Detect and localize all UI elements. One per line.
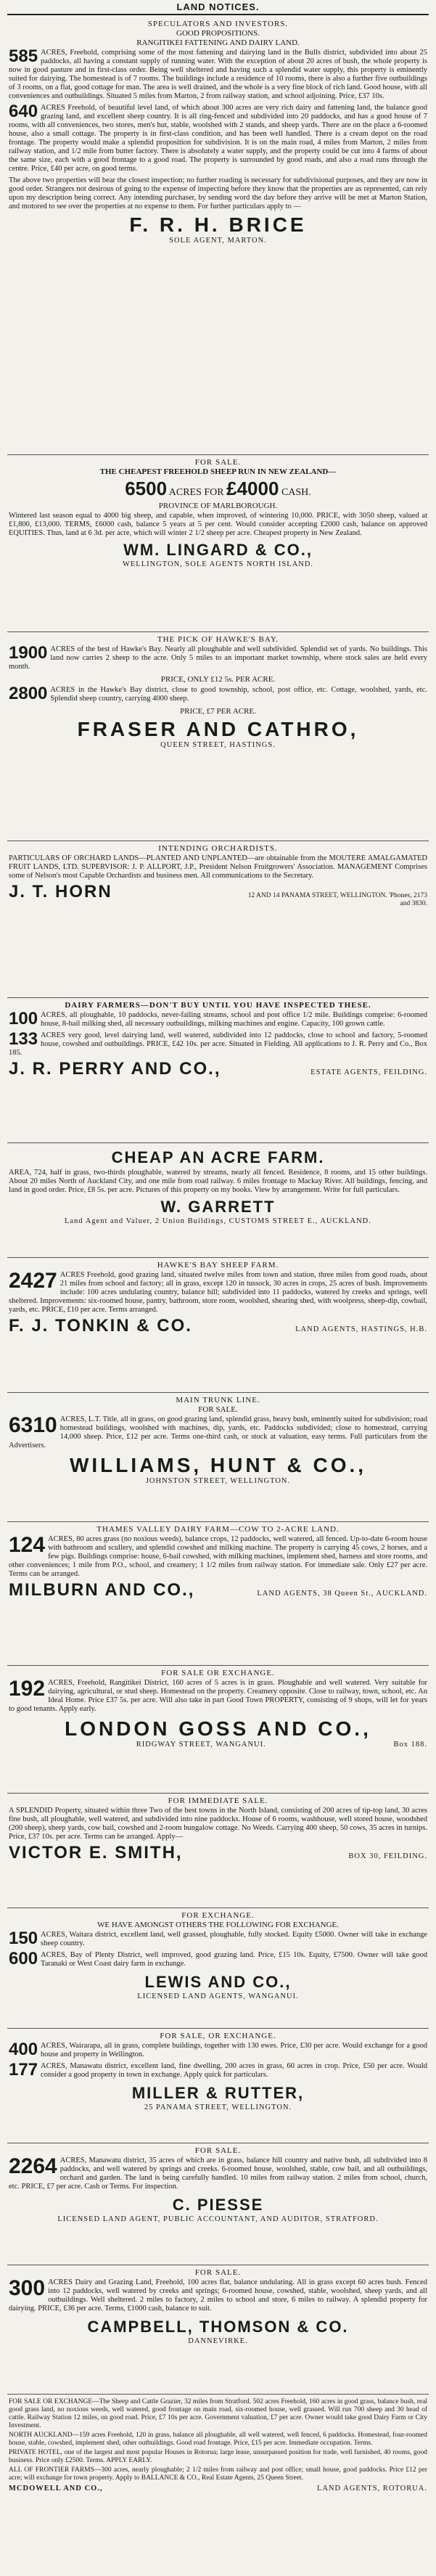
advertiser-role: Land Agent and Valuer, 2 Union Buildings, CUSTOMS STREET E., AUCKLAND. — [65, 1217, 371, 1225]
ad-milburn — [7, 1522, 429, 1666]
price-line: PRICE, £7 PER ACRE. — [180, 707, 256, 716]
advertiser-name: FRASER AND CATHRO, — [77, 718, 359, 740]
ad-headline: THE CHEAPEST FREEHOLD SHEEP RUN IN NEW ZEALAND— — [99, 467, 337, 476]
ad-heading: INTENDING ORCHARDISTS. — [158, 844, 278, 853]
ad-body-text: ACRES of the best of Hawke's Bay. Nearly all ploughable and well subdivided. Splendid set of yards. No buildings. This land now carries 2 sheep to the acre. Only 5 miles to an important market township, where stock sales are held every month. — [9, 645, 427, 671]
advertiser-line — [9, 1059, 427, 1079]
ad-lewis — [7, 1908, 429, 2029]
ad-heading: DAIRY FARMERS—DON'T BUY UNTIL YOU HAVE INSPECTED THESE. — [65, 1001, 371, 1010]
ad-body-text: ALL OF FRONTIER FARMS—300 acres, nearly ploughable; 2 1/2 miles from railway and post office; small house, good paddocks. Price £12 per acre; will exchange for town property. Apply to BALLANCE & CO., Real Estate Agents, 25 Queen Street. — [9, 2466, 427, 2482]
advertiser-role: DANNEVIRKE. — [188, 2337, 248, 2345]
advertiser-role: WELLINGTON, SOLE AGENTS NORTH ISLAND. — [122, 560, 314, 568]
advertiser-role: SOLE AGENT, MARTON. — [169, 237, 267, 245]
advertiser-role: ESTATE AGENTS, FEILDING. — [310, 1068, 427, 1076]
ad-heading: FOR IMMEDIATE SALE. — [168, 1796, 268, 1805]
ad-heading: FOR SALE. — [194, 2146, 242, 2155]
price-amount: £4000 — [226, 478, 279, 499]
acreage-number: 2800 — [9, 684, 48, 703]
ad-subheading: FOR SALE. — [198, 1405, 238, 1414]
advertiser-name: CAMPBELL, THOMSON & CO. — [87, 2318, 349, 2336]
advertiser-name: F. R. H. BRICE — [129, 213, 307, 236]
ad-body-text: ACRES, Manawatu district, 35 acres of which are in grass, balance hill country and native bush, all subdivided into 8 paddocks, and well watered by springs and creeks. 6-roomed house, woolshed, stable, cow bail, and all outbuildings, orchard and garden. The land is being carefully handled. 10 miles from railway station. 2 miles from school, church, etc. PRICE, £7 per acre. Cash or Terms. For inspection. — [9, 2156, 427, 2191]
newspaper-page — [7, 0, 429, 2574]
advertiser-line — [9, 1316, 427, 1336]
acreage-number: 300 — [9, 2276, 46, 2300]
ad-heading: SPECULATORS AND INVESTORS. — [147, 20, 289, 28]
advertiser-name: J. R. PERRY AND CO., — [9, 1059, 221, 1079]
ad-body-text: AREA, 724, half in grass, two-thirds ploughable, watered by streams, nearly all fenced. Residence, 8 rooms, and 15 other buildings. About 20 miles North of Auckland City, and one mile from road railway. 6 miles frontage to Mackay River. All buildings, fencing, and land in good order. Price, £8 5s. per acre. Pictures of this property on my books. View by arrangement. Write for full particulars. — [9, 1169, 427, 1194]
acreage-number: 6500 — [125, 478, 168, 499]
advertiser-name: WM. LINGARD & CO., — [123, 541, 313, 559]
advertiser-name: WILLIAMS, HUNT & CO., — [69, 1454, 367, 1476]
advertiser-role: RIDGWAY STREET, WANGANUI. — [136, 1741, 266, 1749]
ad-body-text: ACRES Freehold, of beautiful level land, of which about 300 acres are very rich dairy and fattening land, the balance good grazing land, and excellent sheep country. It is all ring-fenced and subdivided into 20 paddocks, and has a good house of 7 rooms, with all conveniences, two stores, men's hut, stable, woolshed with 2 stands, and sheep yards. There are on the place a 6-roomed house, also a small cottage. The property is in first-class condition, and has been well handled. There is a cream depot on the road frontage. The property would make a splendid proposition for subdivision. It is on the main road, 4 miles from Marton, 2 miles from railway station, and 1/2 mile from butter factory. There is absolutely a water supply, and the property could be cut into 4 farms of about the same size, each with a good frontage to a good road. The property is surrounded by good roads, and also a road runs through the centre. Price, £40 per acre, on good terms. — [9, 104, 427, 173]
ad-body-text: ACRES very good, level dairying land, well watered, subdivided into 12 paddocks, close to school and factory, 5-roomed house, cowshed and outbuildings. PRICE, £42 10s. per acre. Situated in Fielding. All applications to J. R. Perry and Co., Box 185. — [9, 1031, 427, 1057]
page-title: LAND NOTICES. — [7, 1, 429, 15]
advertiser-line — [9, 2484, 427, 2493]
ad-heading: FOR EXCHANGE. — [181, 1911, 255, 1920]
ad-body-text: ACRES, all ploughable, 10 paddocks, never-failing streams, school and post office 1/2 mile. Buildings comprise: 6-roomed house, 8-bail milking shed, all necessary outbuildings, milking machines and engine. Capacity, 100 grown cattle. — [41, 1011, 427, 1028]
ad-body-text: ACRES, Manawatu district, excellent land, fine dwelling, 200 acres in grass, 60 acres in crop. Price, £50 per acre. Would consider a good property in town in exchange. Apply quick for particulars. — [41, 2062, 427, 2079]
acreage-number: 6310 — [9, 1413, 57, 1437]
ad-body-text: ACRES, Freehold, Rangitikei District, 160 acres of 5 acres is in grass. Ploughable and well watered. Very suitable for dairying, agricultural, or stud sheep. Homestead on the property. Creamery opposite. Close to railway, town, school, etc. An Ideal Home. Price £37 5s. per acre. Will also take in part Good Town PROPERTY, consisting of 9 shops, will let for years to good tenants. Apply early. — [9, 1679, 427, 1713]
advertiser-name: W. GARRETT — [160, 1198, 276, 1216]
acreage-number: 177 — [9, 2060, 38, 2080]
ad-body-text: ACRES Dairy and Grazing Land, Freehold, 100 acres flat, balance undulating. All in grass except 60 acres bush. Fenced into 12 paddocks, well watered by creeks and springs; 6-roomed house, cowshed, stable, woolshed, sheep yards, and all outbuildings. Well sheltered. 2 miles to factory, 2 miles to school and store, 6 miles to railway. A splendid property for dairying. PRICE, £36 per acre. Terms, £1000 cash, balance to suit. — [9, 2278, 427, 2313]
ad-body-text: NORTH AUCKLAND—159 acres Freehold, 120 in grass, balance all ploughable, all well watered, well fenced, 6 paddocks. Homestead, four-roomed house, stable, cowshed, implement shed, other outbuildings. Good road frontage. Price, £15 per acre. Immediate occupation. Terms. — [9, 2432, 427, 2447]
ad-body-text: Wintered last season equal to 4000 big sheep, and capable, when improved, of wintering 10,000. PRICE, with 3050 sheep, valued at £1,800, £13,000. TERMS, £6000 cash, balance 5 years at 5 per cent. Would consider accepting £2000 cash, balance on approved EQUITIES. Thus, land at 6 3d. per acre, which will winter 2 1/2 sheep per acre. Cheapest property in New Zealand. — [9, 512, 427, 537]
acreage-number: 124 — [9, 1533, 46, 1557]
ad-subheading: RANGITIKEI FATTENING AND DAIRY LAND. — [136, 38, 300, 47]
acreage-number: 2427 — [9, 1269, 57, 1293]
advertiser-role: 25 PANAMA STREET, WELLINGTON. — [144, 2103, 292, 2111]
ad-brice — [7, 17, 429, 455]
advertiser-role: LAND AGENTS, ROTORUA. — [316, 2485, 427, 2493]
ad-heading: FOR SALE. — [194, 458, 242, 467]
ad-london — [7, 1666, 429, 1794]
ad-body-text: ACRES, Bay of Plenty District, well improved, good grazing land. Price, £15 10s. Equity, £7500. Owner will take good Taranaki or West Coast dairy farm in exchange. — [41, 1951, 427, 1968]
advertiser-role: JOHNSTON STREET, WELLINGTON. — [145, 1477, 291, 1485]
ad-heading: THE PICK OF HAWKE'S BAY. — [157, 635, 279, 644]
ad-body-text: ACRES, Wairarapa, all in grass, complete buildings, together with 130 ewes. Price, £30 per acre. Would exchange for a good house and property in Wellington. — [41, 2042, 427, 2058]
advertiser-role: LAND AGENTS, HASTINGS, H.B. — [295, 1325, 427, 1333]
acreage-number: 600 — [9, 1949, 38, 1968]
ad-subheading: GOOD PROPOSITIONS. — [176, 29, 260, 38]
ad-heading: FOR SALE, OR EXCHANGE. — [160, 2032, 276, 2040]
ad-mcdowell — [7, 2395, 429, 2574]
ad-body-text: ACRES, Waitara district, excellent land, well grassed, ploughable, fully stocked. Equity £5000. Owner will take in exchange sheep country. — [41, 1931, 427, 1947]
ad-perry — [7, 998, 429, 1143]
advertiser-name: C. PIESSE — [172, 2196, 264, 2214]
price-suffix: CASH. — [281, 487, 311, 498]
advertiser-name: MCDOWELL AND CO., — [9, 2485, 103, 2493]
ad-williams — [7, 1393, 429, 1522]
advertiser-line — [9, 1580, 427, 1600]
ad-garrett — [7, 1143, 429, 1258]
advertiser-line — [9, 1843, 427, 1863]
ad-tonkin — [7, 1258, 429, 1393]
province-line: PROVINCE OF MARLBOROUGH. — [158, 502, 278, 510]
ad-lingard — [7, 455, 429, 632]
advertiser-role: BOX 30, FEILDING. — [348, 1852, 427, 1860]
ad-heading: FOR SALE OR EXCHANGE. — [161, 1669, 275, 1677]
ad-piesse — [7, 2143, 429, 2265]
ad-campbell — [7, 2265, 429, 2395]
box-number: Box 188. — [393, 1741, 427, 1749]
ad-body-text: ACRES in the Hawke's Bay district, close to good township, school, post office, etc. Cottage, woolshed, yards, etc. Splendid sheep country, carrying 4000 sheep. — [50, 686, 427, 703]
advertiser-name: F. J. TONKIN & CO. — [9, 1316, 192, 1336]
advertiser-name: MILLER & RUTTER, — [131, 2084, 305, 2102]
acreage-number: 1900 — [9, 643, 48, 663]
advertiser-role: LICENSED LAND AGENT, PUBLIC ACCOUNTANT, AND AUDITOR, STRATFORD. — [57, 2215, 379, 2223]
acreage-number: 640 — [9, 102, 38, 121]
ad-miller — [7, 2029, 429, 2143]
acreage-number: 150 — [9, 1929, 38, 1948]
acreage-number: 585 — [9, 46, 38, 66]
ad-heading: MAIN TRUNK LINE. — [176, 1396, 260, 1404]
advertiser-name: LEWIS AND CO., — [144, 1973, 292, 1991]
advertiser-name: J. T. HORN — [9, 882, 112, 901]
ad-body-text: PARTICULARS OF ORCHARD LANDS—PLANTED AND UNPLANTED—are obtainable from the MOUTERE AMALGAMATED FRUIT LANDS, LTD. SUPERVISOR: J. P. ALLPORT, J.P., President Nelson Fruitgrowers' Association. MANAGEMENT Comprises some of Nelson's most Capable Orchardists and business men. All communications to the Secretary. — [9, 854, 427, 880]
ad-body-text: ACRES Freehold, good grazing land, situated twelve miles from town and station, three miles from good roads, about 21 miles from school and factory; all in grass, except 120 in tussock, 30 acres in crops, 25 acres of bush. Improvements include: 100 acres undulating country, balance hill; subdivided into 11 paddocks, watered by creeks and springs, well sheltered. Improvements: six-roomed house, pantry, bathroom, store room, woolshed, shearing shed, with woolpress, sheep-dip, cowbail, yards, etc. PRICE, £10 per acre. Terms arranged. — [9, 1271, 427, 1314]
acreage-number: 2264 — [9, 2154, 57, 2178]
price-line: PRICE, ONLY £12 5s. PER ACRE. — [160, 675, 276, 684]
ad-heading: THAMES VALLEY DAIRY FARM—COW TO 2-ACRE LAND. — [96, 1525, 340, 1534]
advertiser-line — [9, 882, 427, 909]
acreage-number: 100 — [9, 1009, 38, 1029]
ad-heading: HAWKE'S BAY SHEEP FARM. — [157, 1261, 279, 1269]
ad-body-text: ACRES, 80 acres grass (no noxious weeds), balance crops, 12 paddocks, well watered, all fenced. Up-to-date 6-room house with bathroom and scullery, and splendid cowshed and milking machine. The property is carrying 45 cows, 2 horses, and a few pigs. Buildings comprise: house, 6-bail cowshed, with milking machines, implement shed, harness and store rooms, and other conveniences; 1 mile from P.O., school, and creamery; 1 1/2 miles from railway station. For immediate sale. Only £27 per acre. Terms can be arranged. — [9, 1535, 427, 1578]
acreage-number: 133 — [9, 1029, 38, 1049]
price-line — [9, 478, 427, 500]
advertiser-name: VICTOR E. SMITH, — [9, 1843, 183, 1863]
ad-body-text: ACRES, L.T. Title, all in grass, on good grazing land, splendid grass, heavy bush, eminently suited for subdivision; road homestead buildings, woolshed with machines, dip, yards, etc. Paddocks subdivided; close to homestead, carrying 14,000 sheep. Price, £12 per acre. Terms one-third cash, or stock at valuation, easy terms. Full particulars from the Advertisers. — [9, 1415, 427, 1449]
advertiser-name: LONDON GOSS AND CO., — [65, 1717, 371, 1740]
ad-subheading: WE HAVE AMONGST OTHERS THE FOLLOWING FOR EXCHANGE. — [96, 1921, 340, 1929]
ad-fraser — [7, 632, 429, 841]
acreage-number: 192 — [9, 1677, 46, 1701]
advertiser-address: 12 AND 14 PANAMA STREET, WELLINGTON. 'Phones, 2173 and 3830. — [247, 892, 427, 907]
ad-body-text: The above two properties will bear the closest inspection; no further roading is necessary for subdivisional purposes, and they are now in good order. Strangers not desirous of going to the expense of inspecting before they know that the properties are as represented, can rely upon my description being correct. Any intending purchaser, by sending word the day before they arrive will be met at Marton Station, and motored to see over the properties at no expense to them. For further particulars apply to — — [9, 176, 427, 210]
acreage-number: 400 — [9, 2040, 38, 2059]
ad-body-text: PRIVATE HOTEL, one of the largest and most popular Houses in Rotorua; large lease, unsurpassed position for trade, well furnished, 40 rooms, good business. Price only £2500. Terms. APPLY EARLY. — [9, 2449, 427, 2464]
ad-headline: CHEAP AN ACRE FARM. — [111, 1148, 325, 1166]
advertiser-role: LICENSED LAND AGENTS, WANGANUI. — [137, 1992, 299, 2000]
advertiser-name: MILBURN AND CO., — [9, 1580, 195, 1600]
price-mid-text: ACRES FOR — [168, 487, 224, 498]
ad-body-text: ACRES, Freehold, comprising some of the most fattening and dairying land in the Bulls district, subdivided into about 25 paddocks, all having a constant supply of running water. With the exception of about 20 acres of bush, the whole property is now in good pasture and in first-class order. Being well sheltered and having such a splendid water supply, this property is eminently suited for dairying. The homestead is of 7 rooms. The buildings include a residence of 10 rooms, there is also a further five outbuildings of 3 rooms, on a flat, good cottage for man. The area is well drained, and the whole is a very fine block of rich land. Good house, with all conveniences and outbuildings. Situated 5 miles from Marton, 2 from railway station, and school adjoining. Price, £37 10s. — [9, 49, 427, 100]
ad-smith — [7, 1794, 429, 1908]
ad-body-text: A SPLENDID Property, situated within three Two of the best towns in the North Island, consisting of 200 acres of tip-top land, 30 acres fine bush, all ploughable, well watered, and subdivided into nine paddocks. House of 6 rooms, washhouse, well stored house, woodshed (200 sheep), sheep yards, cow bail, cowshed and 2-room bungalow cottage. No Weeds. Carrying 400 sheep, 50 cows, 35 acres in turnips. Price, £37 10s. per acre. Terms can be arranged. Apply— — [9, 1807, 427, 1841]
advertiser-role: LAND AGENTS, 38 Queen St., AUCKLAND. — [257, 1590, 427, 1598]
ad-horn — [7, 841, 429, 998]
ad-body-text: FOR SALE OR EXCHANGE—The Sheep and Cattle Grazier, 32 miles from Stratford. 502 acres Freehold, 160 acres in good grass, balance bush, real good grass land, no noxious weeds, well watered, good frontage on main road, six-roomed house, well grassed. Will run 700 sheep and 30 head of cattle. Railway Station 12 miles, on good road. Price, £7 10s per acre. Government valuation, £7 per acre. Owner would take good Dairy Farm or City Investment. — [9, 2398, 427, 2429]
advertiser-role: QUEEN STREET, HASTINGS. — [160, 741, 276, 749]
advertiser-line — [9, 1740, 427, 1749]
ad-heading: FOR SALE. — [194, 2268, 242, 2277]
